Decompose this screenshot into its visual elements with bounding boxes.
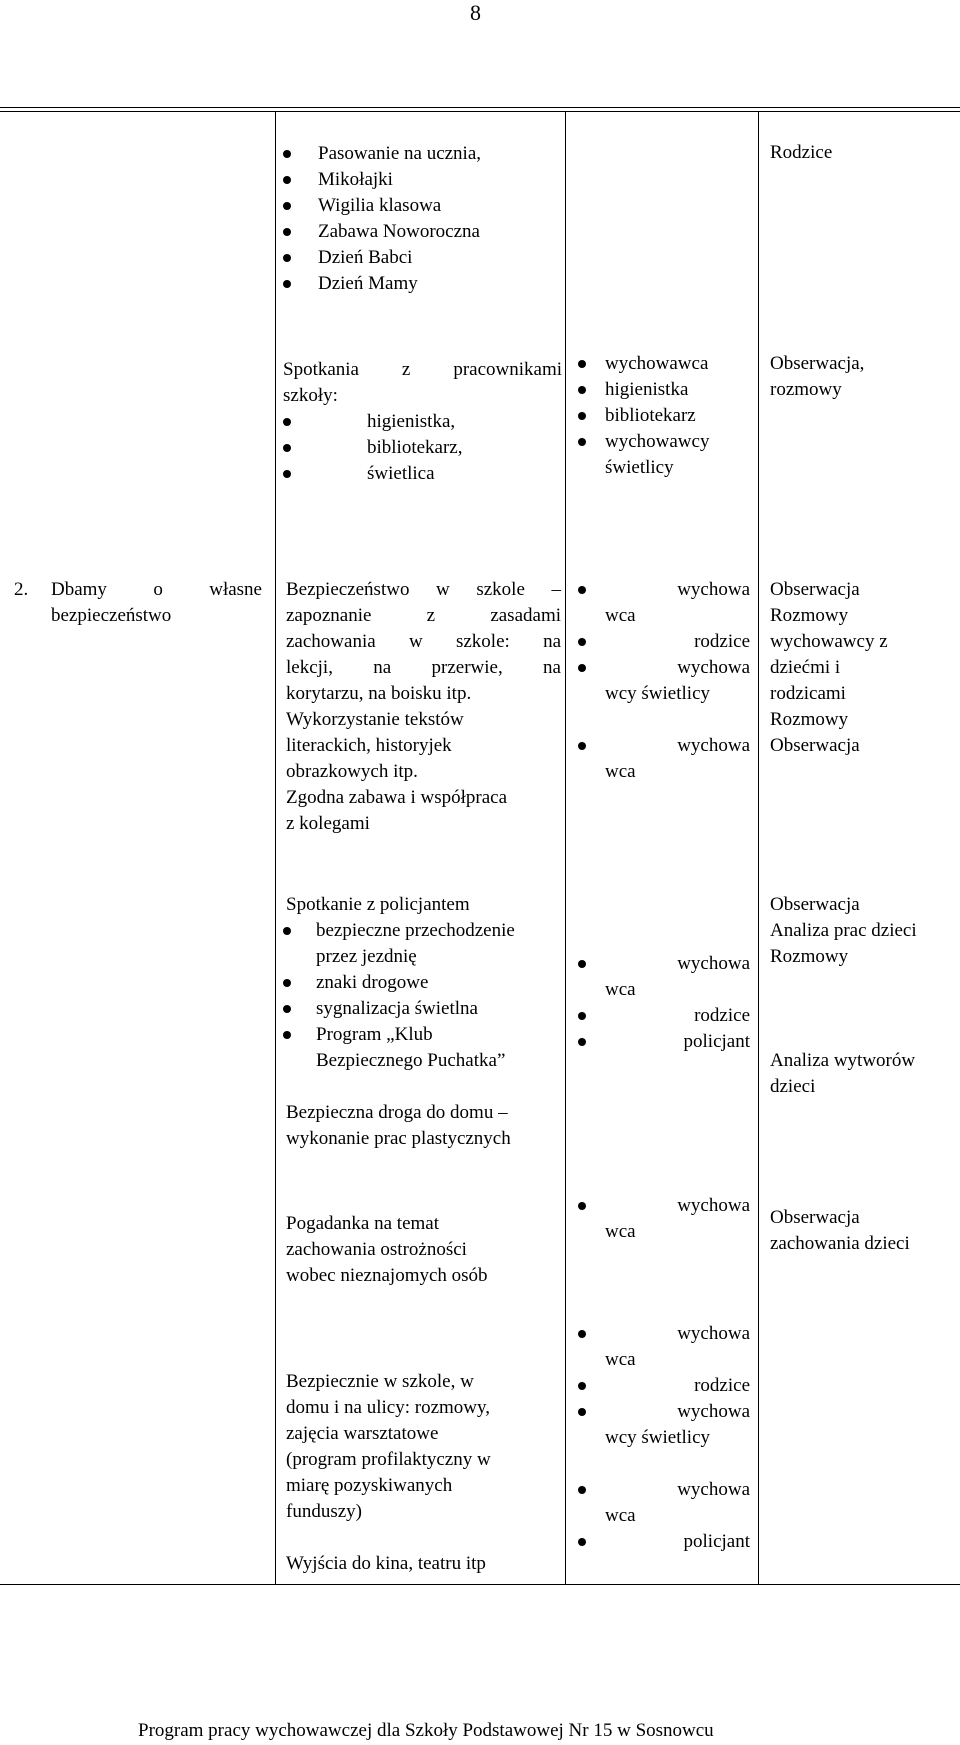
content-line: wobec nieznajomych osób	[286, 1265, 488, 1286]
content-line: Zgodna zabawa i współpraca	[286, 787, 508, 808]
list-item: bibliotekarz,	[283, 435, 562, 461]
resp-text: wychowa	[677, 735, 750, 756]
eval-line: Analiza prac dzieci	[770, 920, 917, 941]
content-line: (program profilaktyczny w	[286, 1449, 491, 1470]
eval-line: zachowania dzieci	[770, 1233, 910, 1254]
list-item: Mikołajki	[283, 167, 553, 193]
eval-line: rozmowy	[770, 379, 842, 400]
list-item	[578, 1029, 750, 1055]
list-item: świetlica	[283, 461, 562, 487]
list-item	[578, 1529, 750, 1555]
row2-responsible-tail: świetlicy	[605, 457, 674, 478]
content-line: zachowania ostrożności	[286, 1239, 467, 1260]
resp-text: wychowa	[677, 1323, 750, 1344]
goal-line	[14, 577, 262, 603]
resp-tail: wca	[605, 605, 636, 626]
resp-text: wychowa	[677, 1479, 750, 1500]
resp-text: policjant	[683, 1031, 750, 1052]
content-line: wykonanie prac plastycznych	[286, 1128, 511, 1149]
resp-text: wychowa	[677, 1195, 750, 1216]
eval-line: dzieci	[770, 1076, 816, 1097]
eval-line: Rozmowy	[770, 709, 849, 730]
content-line: obrazkowych itp.	[286, 761, 418, 782]
page-number: 8	[470, 0, 481, 25]
row4-evaluation	[770, 892, 917, 1100]
eval-line: dziećmi i	[770, 657, 841, 678]
row2-intro: Spotkania z pracownikami	[283, 359, 562, 380]
list-item: wychowawcy	[578, 429, 758, 455]
content-line: Spotkanie z policjantem	[286, 894, 470, 915]
list-item	[578, 1477, 750, 1503]
content-line: Wyjścia do kina, teatru itp	[286, 1553, 486, 1574]
content-line: Wykorzystanie tekstów	[286, 709, 464, 730]
content-line: lekcji, na przerwie, na	[286, 657, 561, 678]
content-line: miarę pozyskiwanych	[286, 1475, 453, 1496]
row3-evaluation	[770, 577, 888, 759]
content-line: zachowania w szkole: na	[286, 631, 561, 652]
resp-tail: wca	[605, 979, 636, 1000]
resp-tail: wca	[605, 1221, 636, 1242]
list-item: wychowawca	[578, 351, 758, 377]
resp-text: rodzice	[694, 1375, 750, 1396]
goal-number: 2.	[14, 579, 29, 600]
list-item: sygnalizacja świetlna	[283, 996, 561, 1022]
list-item	[578, 1321, 750, 1347]
resp-text: wychowa	[677, 953, 750, 974]
row2-intro-2: szkoły:	[283, 385, 338, 406]
resp-text: wychowa	[677, 1401, 750, 1422]
list-item	[578, 655, 750, 681]
list-item: bibliotekarz	[578, 403, 758, 429]
eval-line: Analiza wytworów	[770, 1050, 916, 1071]
row4-responsible	[578, 951, 750, 1055]
content-line: Pogadanka na temat	[286, 1213, 440, 1234]
row1-evaluation: Rodzice	[770, 142, 833, 163]
row4-content	[286, 892, 561, 1152]
row5-responsible	[578, 1193, 750, 1245]
list-item	[578, 1399, 750, 1425]
eval-line: Rozmowy	[770, 605, 849, 626]
list-item: Dzień Babci	[283, 245, 553, 271]
eval-line: Obserwacja	[770, 1207, 860, 1228]
list-item-cont: przez jezdnię	[316, 946, 417, 967]
resp-text: policjant	[683, 1531, 750, 1552]
content-line: zajęcia warsztatowe	[286, 1423, 439, 1444]
resp-tail: wca	[605, 1349, 636, 1370]
list-item	[578, 1003, 750, 1029]
resp-text: wychowa	[677, 579, 750, 600]
list-item: higienistka	[578, 377, 758, 403]
content-line: Bezpiecznie w szkole, w	[286, 1371, 474, 1392]
list-item	[578, 629, 750, 655]
list-item: Program „Klub	[283, 1022, 561, 1048]
eval-line: Obserwacja	[770, 579, 860, 600]
list-item: Dzień Mamy	[283, 271, 553, 297]
list-item	[578, 951, 750, 977]
eval-line: Obserwacja,	[770, 353, 865, 374]
list-item: Zabawa Noworoczna	[283, 219, 553, 245]
content-line: zapoznanie z zasadami	[286, 605, 561, 626]
content-line: Bezpieczeństwo w szkole –	[286, 579, 561, 600]
resp-tail: wcy świetlicy	[605, 1427, 711, 1448]
row3-content	[286, 577, 561, 837]
eval-line: wychowawcy z	[770, 631, 888, 652]
row2-responsible	[578, 351, 758, 481]
list-item	[578, 733, 750, 759]
resp-text: wychowa	[677, 657, 750, 678]
content-line: domu i na ulicy: rozmowy,	[286, 1397, 491, 1418]
row1-activities	[283, 141, 553, 297]
list-item: Wigilia klasowa	[283, 193, 553, 219]
list-item: higienistka,	[283, 409, 562, 435]
goal-title-2: bezpieczeństwo	[51, 605, 172, 626]
resp-tail: wca	[605, 761, 636, 782]
row3-goal	[14, 577, 262, 629]
eval-line: Obserwacja	[770, 735, 860, 756]
list-item-cont: Bezpiecznego Puchatka”	[316, 1050, 506, 1071]
resp-tail: wca	[605, 1505, 636, 1526]
content-line: korytarzu, na boisku itp.	[286, 683, 472, 704]
content-line: literackich, historyjek	[286, 735, 452, 756]
goal-title: Dbamy o własne	[51, 579, 262, 600]
resp-text: rodzice	[694, 631, 750, 652]
eval-line: Obserwacja	[770, 894, 860, 915]
row2-content	[283, 357, 562, 487]
list-item	[578, 1193, 750, 1219]
row5-evaluation	[770, 1205, 910, 1257]
page-footer: Program pracy wychowawczej dla Szkoły Podstawowej Nr 15 w Sosnowcu	[138, 1720, 714, 1741]
resp-text: rodzice	[694, 1005, 750, 1026]
eval-line: Rozmowy	[770, 946, 849, 967]
list-item: znaki drogowe	[283, 970, 561, 996]
list-item	[578, 1373, 750, 1399]
row5-content	[286, 1211, 561, 1289]
list-item: Pasowanie na ucznia,	[283, 141, 553, 167]
row6-responsible	[578, 1321, 750, 1555]
list-item: bezpieczne przechodzenie	[283, 918, 561, 944]
row3-responsible	[578, 577, 750, 785]
resp-tail: wcy świetlicy	[605, 683, 711, 704]
content-line: z kolegami	[286, 813, 370, 834]
eval-line: rodzicami	[770, 683, 846, 704]
row2-evaluation	[770, 351, 864, 403]
row6-content	[286, 1369, 561, 1577]
content-line: Bezpieczna droga do domu –	[286, 1102, 508, 1123]
content-line: funduszy)	[286, 1501, 362, 1522]
list-item	[578, 577, 750, 603]
